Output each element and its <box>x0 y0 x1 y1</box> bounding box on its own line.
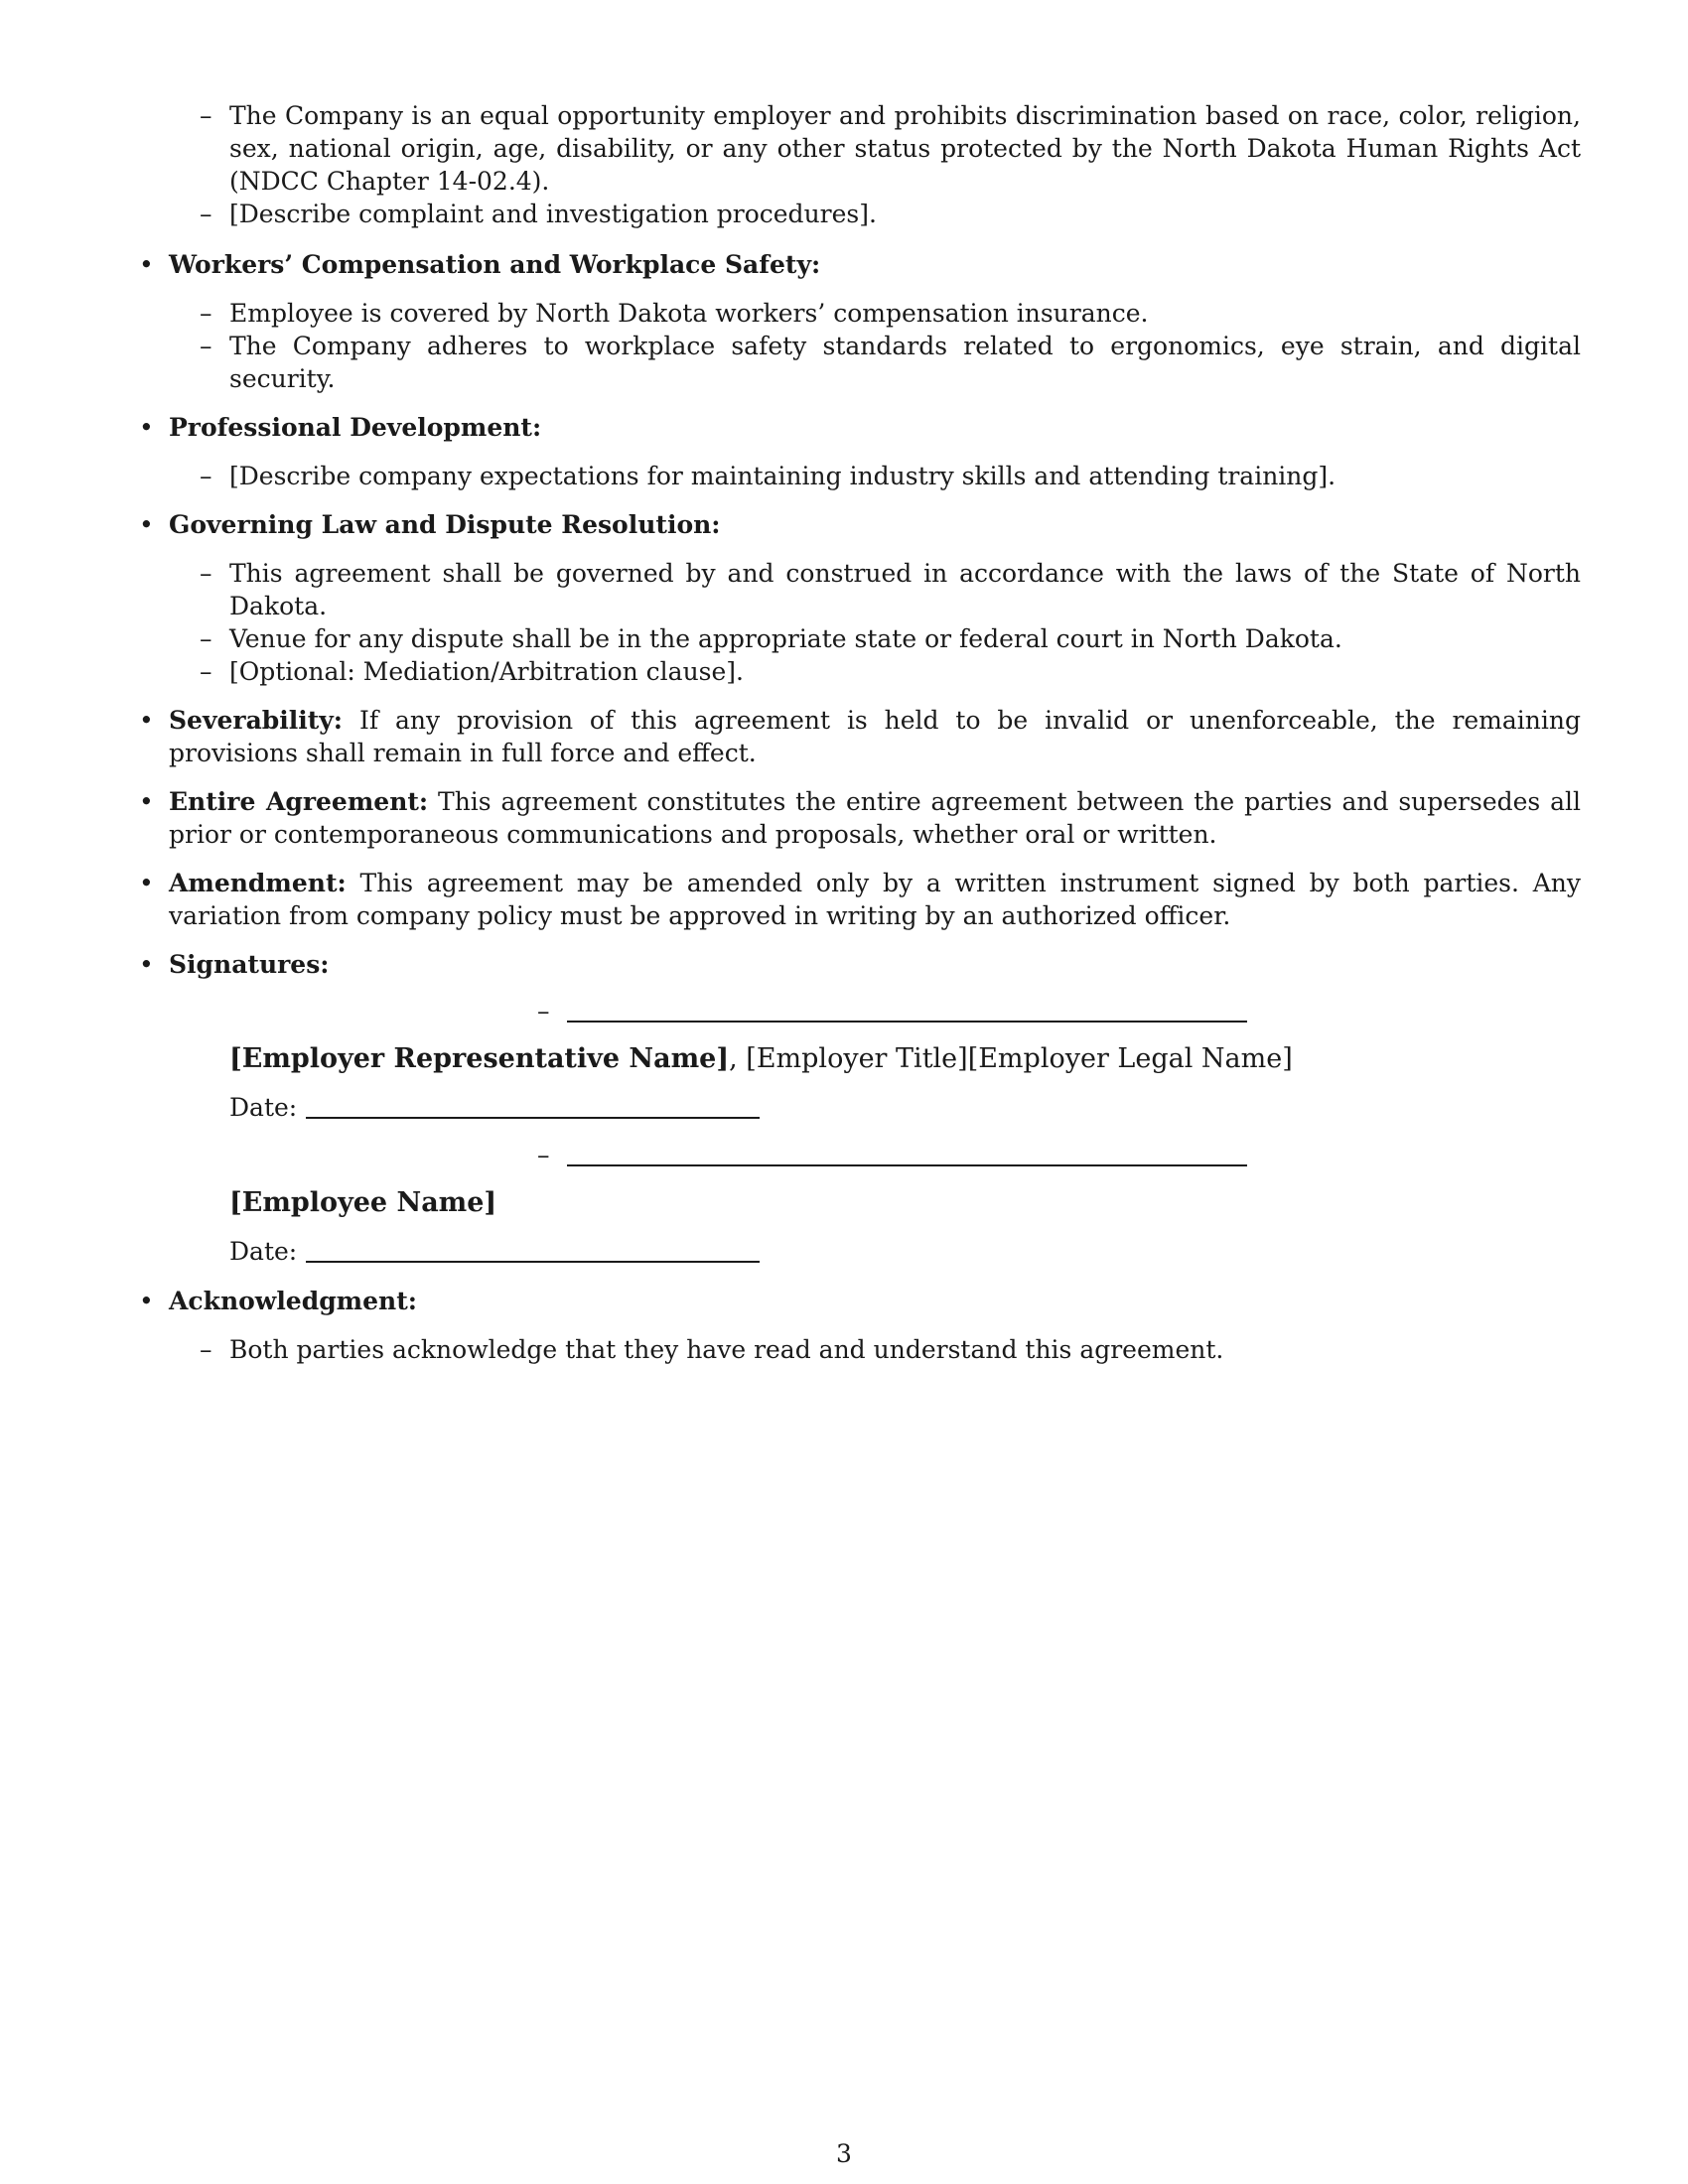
section-heading: Entire Agreement: <box>169 787 429 816</box>
professional-development-subitems <box>169 460 1581 492</box>
list-item-text: This agreement shall be governed by and construed in accordance with the laws of the State of North Dakota. <box>229 559 1581 620</box>
entire-agreement-section <box>139 785 1582 851</box>
dash-marker: – <box>537 997 550 1025</box>
governing-law-subitems <box>169 557 1581 688</box>
section-heading: Professional Development: <box>169 413 542 442</box>
employee-date-line[interactable] <box>306 1261 760 1263</box>
section-heading: Signatures: <box>169 950 330 979</box>
list-item-text: Both parties acknowledge that they have read and understand this agreement. <box>229 1335 1224 1364</box>
dash-marker: – <box>200 462 212 490</box>
employee-signature-row <box>229 1139 1581 1174</box>
employee-signer-info <box>229 1186 1581 1219</box>
employer-signature-line[interactable] <box>567 1021 1247 1023</box>
list-item <box>200 460 1581 492</box>
list-item-text: Employee is covered by North Dakota workers’ compensation insurance. <box>229 299 1149 328</box>
dash-marker: – <box>200 559 212 588</box>
list-item <box>200 330 1581 395</box>
employer-signer-info <box>229 1042 1581 1075</box>
bullet-marker: • <box>139 950 154 979</box>
section-text: This agreement constitutes the entire agreement between the parties and supersedes all prior or contemporaneous communications and proposals, whether oral or written. <box>169 787 1582 849</box>
dash-marker: – <box>200 101 212 130</box>
list-item <box>200 655 1581 688</box>
list-item-text: Venue for any dispute shall be in the appropriate state or federal court in North Dakota. <box>229 624 1342 653</box>
governing-law-section <box>139 508 1581 688</box>
equal-opportunity-section <box>169 99 1581 230</box>
workers-comp-subitems <box>169 297 1581 395</box>
section-heading: Governing Law and Dispute Resolution: <box>169 510 721 539</box>
dash-marker: – <box>200 299 212 328</box>
list-item <box>200 1333 1581 1366</box>
bullet-marker: • <box>139 510 154 539</box>
section-heading: Workers’ Compensation and Workplace Safety: <box>169 250 821 279</box>
dash-marker: – <box>200 332 212 360</box>
employer-title-company: , [Employer Title][Employer Legal Name] <box>729 1043 1293 1074</box>
section-text: If any provision of this agreement is held to be invalid or unenforceable, the remaining provisions shall remain in full force and effect. <box>169 706 1581 767</box>
bullet-marker: • <box>139 1287 154 1315</box>
bullet-marker: • <box>139 413 154 442</box>
list-item-text: [Optional: Mediation/Arbitration clause]. <box>229 657 745 686</box>
employee-name: [Employee Name] <box>229 1187 497 1218</box>
dash-marker: – <box>200 624 212 653</box>
employer-signature-row <box>229 995 1581 1030</box>
professional-development-section <box>139 411 1581 492</box>
list-item <box>200 297 1581 330</box>
section-heading: Severability: <box>169 706 344 735</box>
date-label: Date: <box>229 1237 298 1266</box>
list-item <box>200 557 1581 622</box>
dash-marker: – <box>200 200 212 228</box>
bullet-marker: • <box>139 250 154 279</box>
employee-signature-line[interactable] <box>567 1164 1247 1166</box>
date-label: Date: <box>229 1093 298 1122</box>
bullet-marker: • <box>139 787 154 816</box>
list-item-text: The Company adheres to workplace safety standards related to ergonomics, eye strain, and digital security. <box>229 332 1581 393</box>
workers-comp-section <box>139 248 1581 395</box>
dash-marker: – <box>200 1335 212 1364</box>
bullet-marker: • <box>139 869 154 897</box>
employer-representative-name: [Employer Representative Name] <box>229 1043 730 1074</box>
section-list <box>139 99 1582 1366</box>
list-item <box>200 198 1581 230</box>
list-item-text: [Describe company expectations for maintaining industry skills and attending training]. <box>229 462 1336 490</box>
employer-date-line[interactable] <box>306 1117 760 1119</box>
section-text: This agreement may be amended only by a written instrument signed by both parties. Any variation from company policy must be approved in writing by an authorized officer. <box>169 869 1581 930</box>
list-item-text: The Company is an equal opportunity employer and prohibits discrimination based on race, color, religion, sex, national origin, age, disability, or any other status protected by the North Dakota Human Rights Act (NDCC Chapter 14-02.4). <box>229 101 1581 196</box>
signatures-section <box>139 948 1581 1269</box>
acknowledgment-section <box>139 1285 1581 1366</box>
list-item <box>200 622 1581 655</box>
list-item-text: [Describe complaint and investigation procedures]. <box>229 200 877 228</box>
list-item <box>200 99 1581 198</box>
acknowledgment-subitems <box>169 1333 1581 1366</box>
dash-marker: – <box>537 1141 550 1169</box>
bullet-marker: • <box>139 706 154 735</box>
section-heading: Amendment: <box>169 869 347 897</box>
employer-date-row <box>229 1091 1581 1125</box>
dash-marker: – <box>200 657 212 686</box>
spacer <box>229 1125 1581 1139</box>
section-heading: Acknowledgment: <box>169 1287 417 1315</box>
amendment-section <box>139 867 1581 932</box>
page-number: 3 <box>836 2139 852 2168</box>
employer-signature-block <box>229 995 1581 1269</box>
employee-date-row <box>229 1235 1581 1269</box>
equal-opportunity-subitems <box>169 99 1581 230</box>
severability-section <box>139 704 1581 769</box>
